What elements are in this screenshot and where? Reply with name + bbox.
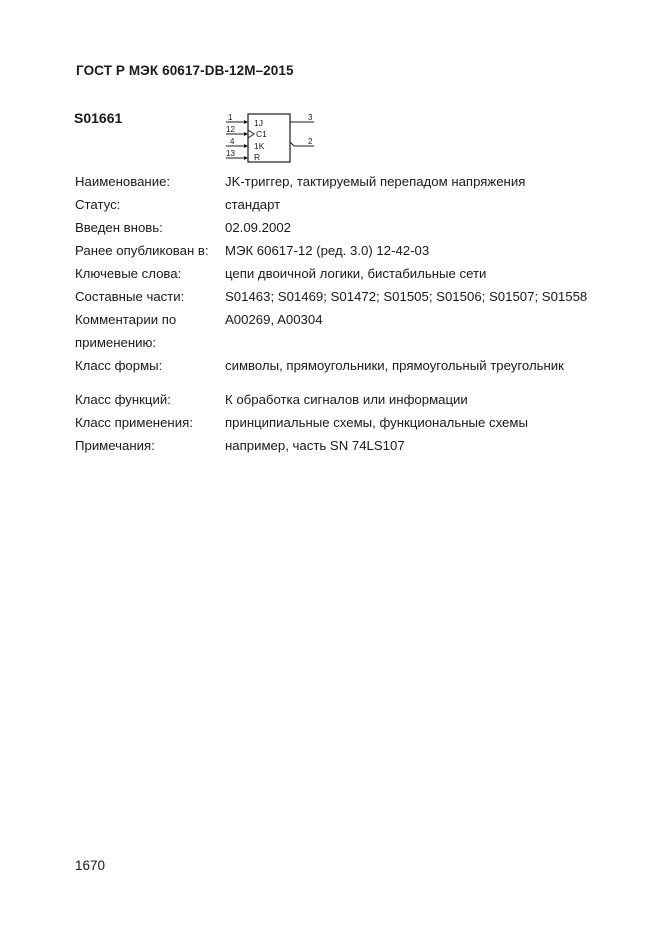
- symbol-code: S01661: [74, 110, 123, 126]
- field-label: Класс формы:: [75, 358, 163, 373]
- field-value: МЭК 60617-12 (ред. 3.0) 12-42-03: [225, 243, 430, 258]
- label-r: R: [254, 152, 261, 162]
- jk-flip-flop-symbol: [224, 112, 324, 164]
- document-header: ГОСТ Р МЭК 60617-DB-12M–2015: [76, 63, 294, 78]
- field-label: Наименование:: [75, 174, 171, 189]
- field-value: JK-триггер, тактируемый перепадом напряжения: [225, 174, 526, 189]
- field-label: применению:: [75, 335, 157, 350]
- pin-number: 12: [226, 125, 235, 134]
- field-value: например, часть SN 74LS107: [225, 438, 405, 453]
- inverted-output-mark: [290, 142, 294, 146]
- arrow-icon: [244, 156, 248, 160]
- pin-number: 3: [308, 113, 313, 122]
- field-value: A00269, A00304: [225, 312, 323, 327]
- label-j: 1J: [254, 118, 263, 128]
- field-value: S01463; S01469; S01472; S01505; S01506; S01507; S01558: [225, 289, 588, 304]
- field-value: символы, прямоугольники, прямоугольный треугольник: [225, 358, 564, 373]
- pin-number: 2: [308, 137, 313, 146]
- field-value: цепи двоичной логики, бистабильные сети: [225, 266, 487, 281]
- clock-triangle-icon: [248, 130, 254, 138]
- page-number: 1670: [75, 858, 106, 873]
- pin-number: 4: [230, 137, 235, 146]
- arrow-icon: [244, 132, 248, 136]
- field-value: 02.09.2002: [225, 220, 292, 235]
- field-label: Составные части:: [75, 289, 185, 304]
- field-value: принципиальные схемы, функциональные схемы: [225, 415, 528, 430]
- label-c: C1: [256, 129, 267, 139]
- arrow-icon: [244, 144, 248, 148]
- field-value: стандарт: [225, 197, 281, 212]
- pin-number: 13: [226, 149, 235, 158]
- field-label: Класс функций:: [75, 392, 171, 407]
- arrow-icon: [244, 120, 248, 124]
- pin-number: 1: [228, 113, 233, 122]
- field-label: Примечания:: [75, 438, 155, 453]
- field-label: Введен вновь:: [75, 220, 163, 235]
- field-value: К обработка сигналов или информации: [225, 392, 468, 407]
- field-label: Ключевые слова:: [75, 266, 182, 281]
- field-label: Статус:: [75, 197, 121, 212]
- field-label: Комментарии по: [75, 312, 177, 327]
- field-label: Класс применения:: [75, 415, 193, 430]
- field-label: Ранее опубликован в:: [75, 243, 209, 258]
- label-k: 1K: [254, 141, 265, 151]
